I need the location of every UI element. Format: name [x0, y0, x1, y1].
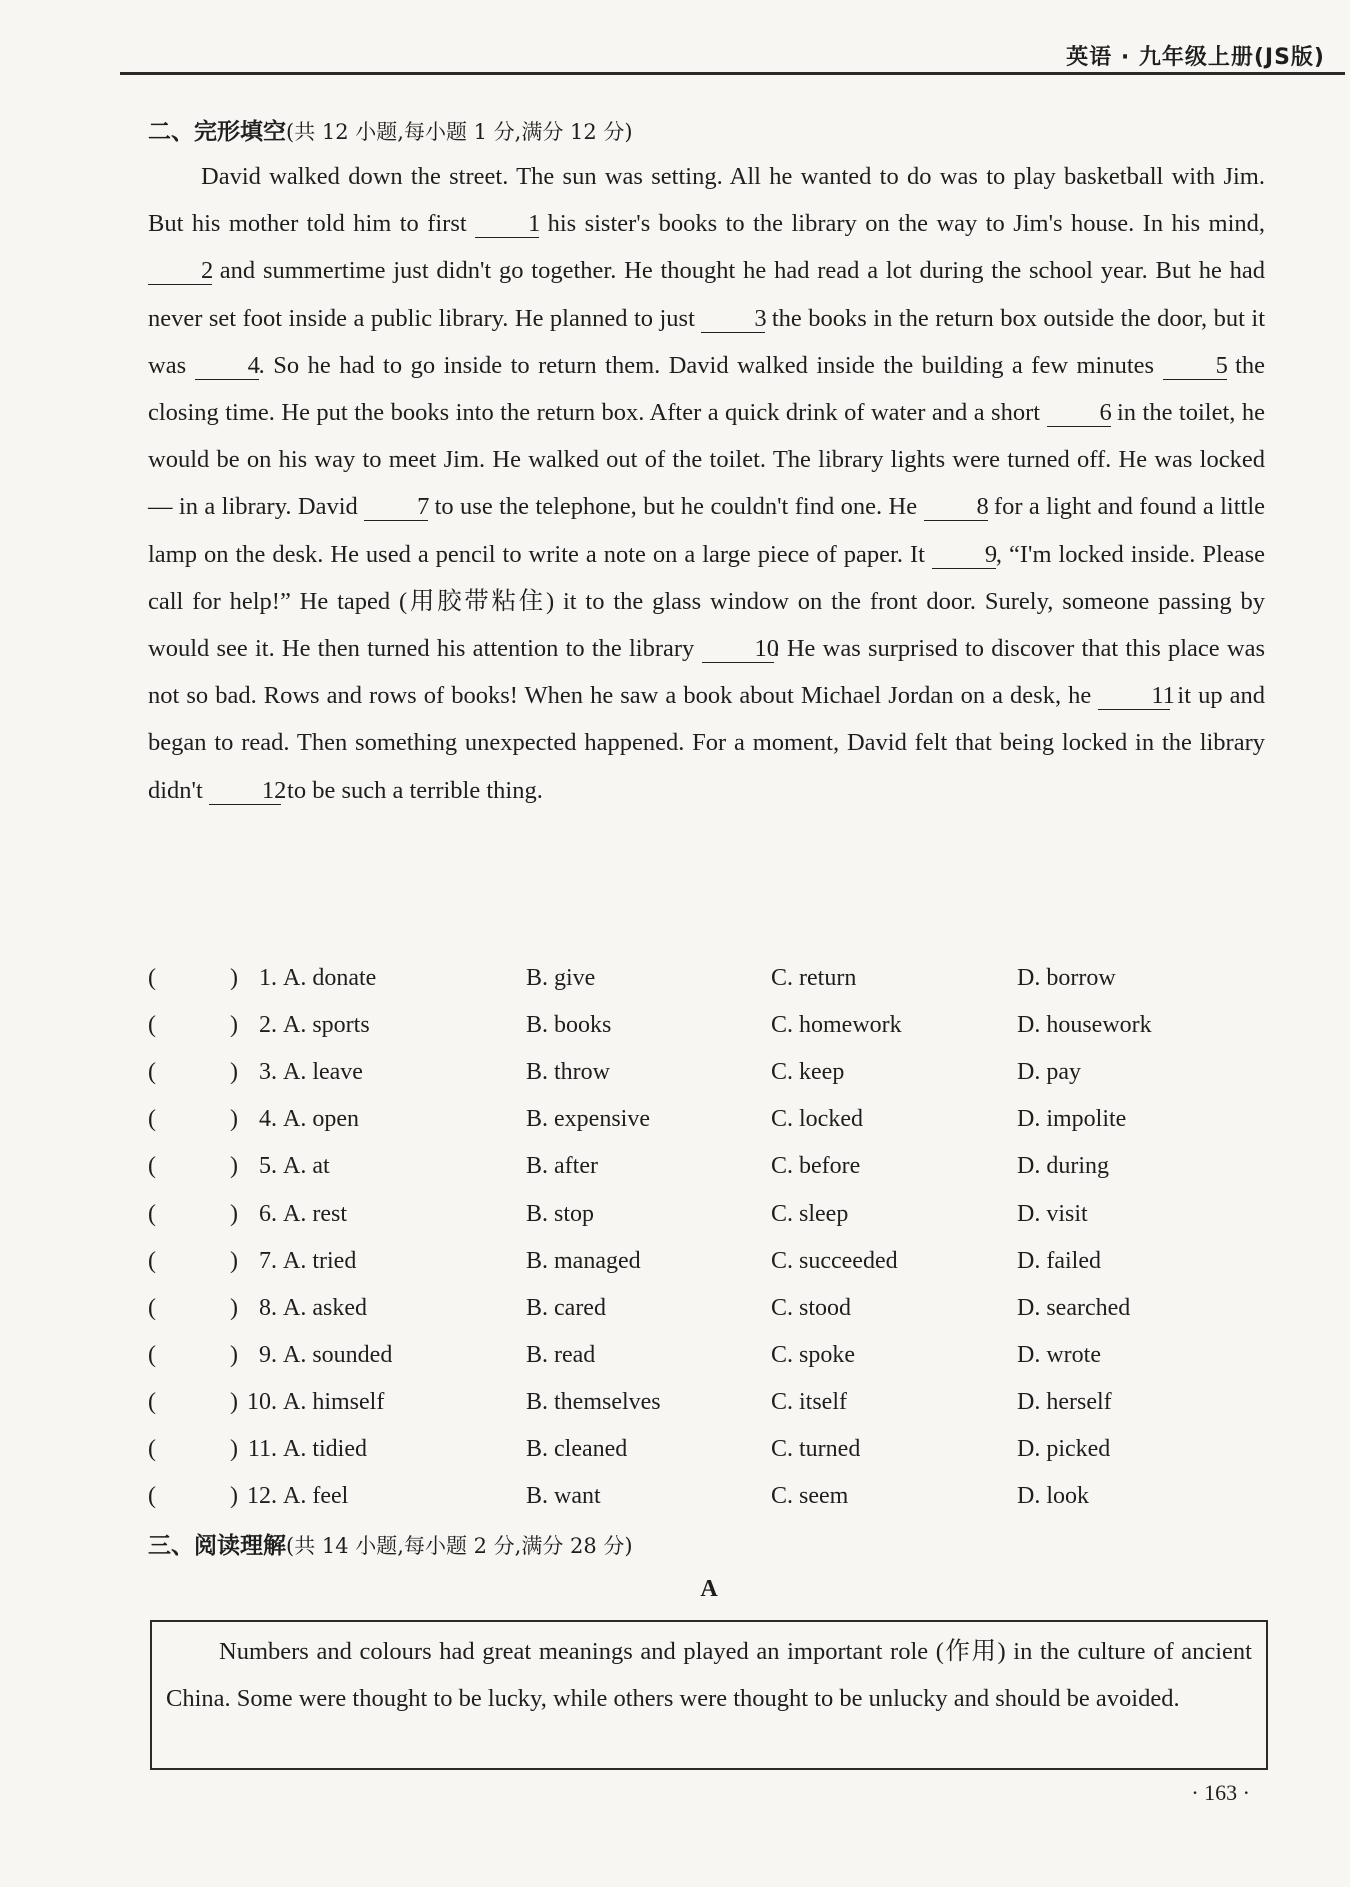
blank-1: 1: [475, 211, 539, 238]
option-d: D. failed: [1017, 1247, 1101, 1274]
passage-text: it up and began to read. Then something unexpected happened. For a moment, David felt that being locked in the library didn't: [148, 682, 1266, 804]
blank-3: 3: [701, 306, 765, 333]
option-a: A. open: [283, 1106, 359, 1133]
option-c: C. turned: [771, 1435, 861, 1462]
question-number: 10.: [247, 1388, 277, 1415]
question-row: [148, 1238, 1258, 1285]
section-3-note: (共 14 小题,每小题 2 分,满分 28 分): [286, 1534, 633, 1558]
option-b: B. cared: [526, 1294, 606, 1321]
option-a: A. donate: [283, 965, 377, 992]
passage-text: for a light and found a little lamp on the desk. He used a pencil to write a note on a large piece of paper. It: [148, 493, 1266, 568]
option-b: B. books: [526, 1012, 612, 1039]
option-c: C. homework: [771, 1012, 902, 1039]
question-row: [148, 1143, 1258, 1190]
answer-bracket[interactable]: ( ): [148, 1059, 238, 1086]
option-b: B. expensive: [526, 1106, 650, 1133]
option-d: D. look: [1017, 1483, 1089, 1510]
question-number: 5.: [259, 1153, 277, 1180]
answer-bracket[interactable]: ( ): [148, 1200, 238, 1227]
option-d: D. pay: [1017, 1059, 1081, 1086]
option-c: C. succeeded: [771, 1247, 898, 1274]
answer-bracket[interactable]: ( ): [148, 1435, 238, 1462]
question-number: 1.: [259, 965, 277, 992]
option-a: A. feel: [283, 1483, 349, 1510]
section-3-heading: [148, 1527, 633, 1560]
option-a: A. asked: [283, 1294, 367, 1321]
question-number: 4.: [259, 1106, 277, 1133]
passage-letter: A: [700, 1576, 718, 1602]
option-d: D. during: [1017, 1153, 1109, 1180]
option-b: B. after: [526, 1153, 598, 1180]
option-d: D. borrow: [1017, 965, 1116, 992]
option-c: C. spoke: [771, 1341, 855, 1368]
answer-bracket[interactable]: ( ): [148, 1106, 238, 1133]
option-a: A. leave: [283, 1059, 363, 1086]
passage-text: . So he had to go inside to return them. David walked inside the building a few minutes: [258, 351, 1155, 379]
answer-bracket[interactable]: ( ): [148, 965, 238, 992]
question-row: [148, 1190, 1258, 1237]
question-number: 8.: [259, 1294, 277, 1321]
option-b: B. managed: [526, 1247, 641, 1274]
option-a: A. at: [283, 1153, 330, 1180]
option-b: B. stop: [526, 1200, 595, 1227]
option-a: A. sounded: [283, 1341, 393, 1368]
option-c: C. stood: [771, 1294, 852, 1321]
question-list: [148, 955, 1258, 1520]
passage-text: , “I'm locked inside. Please call for help!” He taped (用胶带粘住) it to the glass window on the front door. Surely, someone passing by would see it. He then turned his attention to the library: [148, 540, 1266, 663]
passage-text: to be such a terrible thing.: [287, 776, 543, 804]
question-row: [148, 1473, 1258, 1520]
passage-text: and summertime just didn't go together. He thought he had read a lot during the school year. But he had never set foot inside a public library. He planned to just: [148, 257, 1265, 332]
cloze-passage: [148, 153, 1265, 814]
question-row: [148, 1379, 1258, 1426]
option-c: C. before: [771, 1153, 861, 1180]
passage-text: in the toilet, he would be on his way to meet Jim. He walked out of the toilet. The library lights were turned off. He was locked — in a library. David: [148, 399, 1265, 521]
question-number: 11.: [247, 1435, 277, 1462]
question-number: 12.: [247, 1483, 277, 1510]
header-title: 英语 · 九年级上册(JS版): [1066, 45, 1325, 70]
blank-10: 10: [702, 636, 774, 663]
option-c: C. return: [771, 965, 857, 992]
blank-11: 11: [1098, 683, 1170, 710]
question-row: [148, 1002, 1258, 1049]
option-d: D. visit: [1017, 1200, 1088, 1227]
passage-text: to use the telephone, but he couldn't find one. He: [434, 493, 918, 521]
option-b: B. want: [526, 1483, 601, 1510]
passage-text: the books in the return box outside the door, but it was: [148, 304, 1266, 379]
answer-bracket[interactable]: ( ): [148, 1294, 238, 1321]
answer-bracket[interactable]: ( ): [148, 1247, 238, 1274]
question-row: [148, 1096, 1258, 1143]
section-3-title: 三、阅读理解: [148, 1533, 286, 1559]
option-a: A. rest: [283, 1200, 347, 1227]
question-number: 3.: [259, 1059, 277, 1086]
option-a: A. himself: [283, 1388, 385, 1415]
option-b: B. throw: [526, 1059, 610, 1086]
passage-text: the closing time. He put the books into the return box. After a quick drink of water and a short: [148, 351, 1266, 427]
option-b: B. cleaned: [526, 1435, 628, 1462]
option-b: B. read: [526, 1341, 596, 1368]
question-number: 6.: [259, 1200, 277, 1227]
question-number: 2.: [259, 1012, 277, 1039]
answer-bracket[interactable]: ( ): [148, 1341, 238, 1368]
option-d: D. housework: [1017, 1012, 1152, 1039]
option-a: A. tidied: [283, 1435, 367, 1462]
option-d: D. impolite: [1017, 1106, 1127, 1133]
blank-8: 8: [924, 494, 988, 521]
option-c: C. keep: [771, 1059, 845, 1086]
blank-12: 12: [209, 778, 281, 805]
option-d: D. herself: [1017, 1388, 1112, 1415]
header-rule: [120, 72, 1345, 75]
blank-5: 5: [1163, 353, 1227, 380]
option-b: B. themselves: [526, 1388, 661, 1415]
page-number: · 163 ·: [1191, 1780, 1250, 1805]
option-c: C. seem: [771, 1483, 849, 1510]
option-c: C. sleep: [771, 1200, 849, 1227]
blank-9: 9: [932, 542, 996, 569]
section-2-title: 二、完形填空: [148, 119, 286, 145]
option-a: A. tried: [283, 1247, 357, 1274]
section-2-heading: [148, 113, 633, 146]
answer-bracket[interactable]: ( ): [148, 1483, 238, 1510]
option-d: D. searched: [1017, 1294, 1131, 1321]
reading-passage-box: [150, 1620, 1268, 1770]
passage-text: his sister's books to the library on the way to Jim's house. In his mind,: [547, 210, 1266, 238]
option-c: C. locked: [771, 1106, 863, 1133]
question-number: 9.: [259, 1341, 277, 1368]
section-2-note: (共 12 小题,每小题 1 分,满分 12 分): [286, 120, 633, 144]
answer-bracket[interactable]: ( ): [148, 1153, 238, 1180]
reading-passage-text: Numbers and colours had great meanings and played an important role (作用) in the culture of ancient China. Some were thought to be lucky, while others were thought to be unlucky and should be avoided.: [166, 1638, 1252, 1712]
question-row: [148, 955, 1258, 1002]
answer-bracket[interactable]: ( ): [148, 1388, 238, 1415]
option-b: B. give: [526, 965, 596, 992]
blank-6: 6: [1047, 400, 1111, 427]
question-row: [148, 1285, 1258, 1332]
blank-4: 4: [195, 353, 259, 380]
answer-bracket[interactable]: ( ): [148, 1012, 238, 1039]
blank-7: 7: [364, 494, 428, 521]
question-row: [148, 1049, 1258, 1096]
question-row: [148, 1426, 1258, 1473]
blank-2: 2: [148, 258, 212, 285]
question-number: 7.: [259, 1247, 277, 1274]
option-d: D. picked: [1017, 1435, 1111, 1462]
passage-text: David walked down the street. The sun was setting. All he wanted to do was to play basketball with Jim. But his mother told him to first: [148, 163, 1265, 238]
question-row: [148, 1332, 1258, 1379]
option-a: A. sports: [283, 1012, 370, 1039]
passage-text: . He was surprised to discover that this place was not so bad. Rows and rows of books! When he saw a book about Michael Jordan on a desk, he: [148, 635, 1265, 710]
option-d: D. wrote: [1017, 1341, 1101, 1368]
option-c: C. itself: [771, 1388, 847, 1415]
